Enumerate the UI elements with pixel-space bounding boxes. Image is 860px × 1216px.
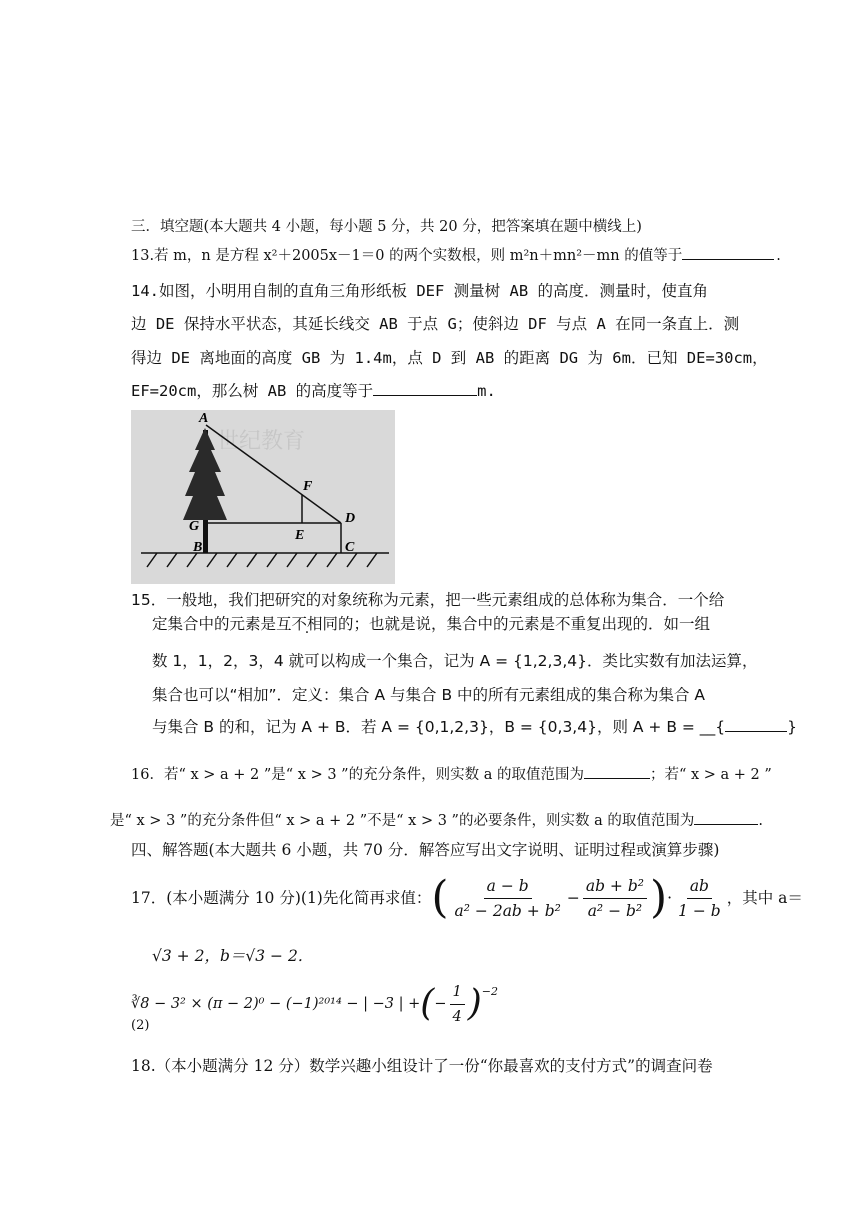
label-D: D [345,511,356,526]
figure-svg [131,410,395,584]
q16-line1-a: 16．若“ x > a + 2 ”是“ x > 3 ”的充分条件，则实数 a 的取值范围为 [131,767,584,783]
q17-frac2-num: ab + b² [583,876,647,899]
q17-frac3-den: 1 − b [678,901,721,920]
q15-line2-a: 定集合中的元素是 [152,615,277,633]
q15-line5 [152,717,797,737]
label-E: E [295,528,305,543]
q17-frac1-den: a² − 2ab + b² [454,901,561,920]
q16-line2-b: . [758,813,763,829]
q17-fraction-3 [675,876,724,921]
q17-part2-den: 4 [452,1008,462,1025]
section4-header: 四、解答题(本大题共 6 小题，共 70 分．解答应写出文字说明、证明过程或演算步骤) [131,841,720,859]
q17-line1: 17．(本小题满分 10 分)(1)先化简再求值： ( $\frac{a - b}{\text{a² − 2ab + b²}}$ − $\frac{\text{ab + b²}}{\text{a² − b²}}$ ) · $\frac{ab}{1 - b}$ ，其中 a＝ [131,872,803,923]
q17-part2-label: (2) [131,1018,150,1033]
q15-line2-b: 的；也就是说，集合中的元素是不重复出现的．如一组 [338,615,711,633]
q17-part2: ∛8 − 3² × (π − 2)⁰ − (−1)²⁰¹⁴ − | −3 | + ( − $\frac{1}{4}$ ) $^{-2}$ [131,983,498,1025]
q15-line1: 15．一般地，我们把研究的对象统称为元素，把一些元素组成的总体称为集合．一个给 [131,591,725,609]
q14-line1: 14.如图，小明用自制的直角三角形纸板 DEF 测量树 AB 的高度．测量时，使直角 [131,282,708,300]
q15-line4: 集合也可以“相加”．定义：集合 A 与集合 B 中的所有元素组成的集合称为集合 A [152,686,706,704]
q15-line3: 数 1，1，2，3，4 就可以构成一个集合，记为 A = {1,2,3,4}．类比实数有加法运算， [152,652,758,670]
q15-line5-text: 与集合 B 的和，记为 A + B．若 A = {0,1,2,3}，B = {0,3,4}，则 A + B = __{ [152,718,726,736]
q15-line5-suffix: } [787,718,798,736]
q17-part2-num: 1 [450,982,465,1005]
q17-frac2-den: a² − b² [587,901,643,920]
q17-frac1-num: a − b [484,876,532,899]
q15-blank [725,717,787,732]
label-A: A [199,411,209,426]
q17-part2-fraction [450,982,465,1027]
q17-line2: √3 + 2，b＝√3 − 2． [152,947,314,965]
question-13 [131,245,781,266]
q15-line2 [152,614,710,634]
q17-part2-expr: ∛8 − 3² × (π − 2)⁰ − (−1)²⁰¹⁴ − | −3 | + [131,996,421,1012]
q14-line3: 得边 DE 离地面的高度 GB 为 1.4m，点 D 到 AB 的距离 DG 为 6m．已知 DE=30cm， [131,349,768,367]
q17-fraction-1 [452,876,564,921]
label-B: B [193,540,203,555]
q14-line2: 边 DE 保持水平状态，其延长线交 AB 于点 G；使斜边 DF 与点 A 在同一条直上．测 [131,315,740,333]
q14-line4-text: EF=20cm，那么树 AB 的高度等于 [131,382,374,400]
figure-watermark: 世纪教育 [217,429,306,454]
q16-blank-1 [584,764,650,779]
q16-line1 [131,764,772,785]
q17-suffix: ，其中 a＝ [726,889,803,907]
q14-line4 [131,381,496,401]
q13-blank [682,245,774,260]
q16-blank-2 [694,810,758,825]
q13-text: 13.若 m，n 是方程 x²＋2005x－1＝0 的两个实数根，则 m²n＋mn²－mn 的值等于 [131,248,683,264]
q17-prefix: 17．(本小题满分 10 分)(1)先化简再求值： [131,889,432,907]
q14-blank [373,381,477,396]
q16-line2 [110,810,763,831]
label-G: G [189,519,200,534]
label-C: C [345,540,355,555]
q17-part2-exponent: −2 [481,985,498,998]
q13-suffix: . [776,248,781,264]
q16-line2-a: 是“ x > 3 ”的充分条件但“ x > a + 2 ”不是“ x > 3 ”的必要条件，则实数 a 的取值范围为 [110,813,695,829]
tree-measurement-figure [131,410,395,584]
q18-line1: 18.（本小题满分 12 分）数学兴趣小组设计了一份“你最喜欢的支付方式”的调查问卷 [131,1057,713,1075]
label-F: F [303,479,313,494]
q16-line1-b: ；若“ x > a + 2 ” [649,767,772,783]
q14-unit: m. [477,382,496,400]
q15-emphasis: 互不相同 [276,615,339,633]
q17-frac3-num: ab [687,876,712,899]
section3-header: 三．填空题(本大题共 4 小题，每小题 5 分，共 20 分，把答案填在题中横线上) [131,219,642,235]
q17-fraction-2 [583,876,647,921]
